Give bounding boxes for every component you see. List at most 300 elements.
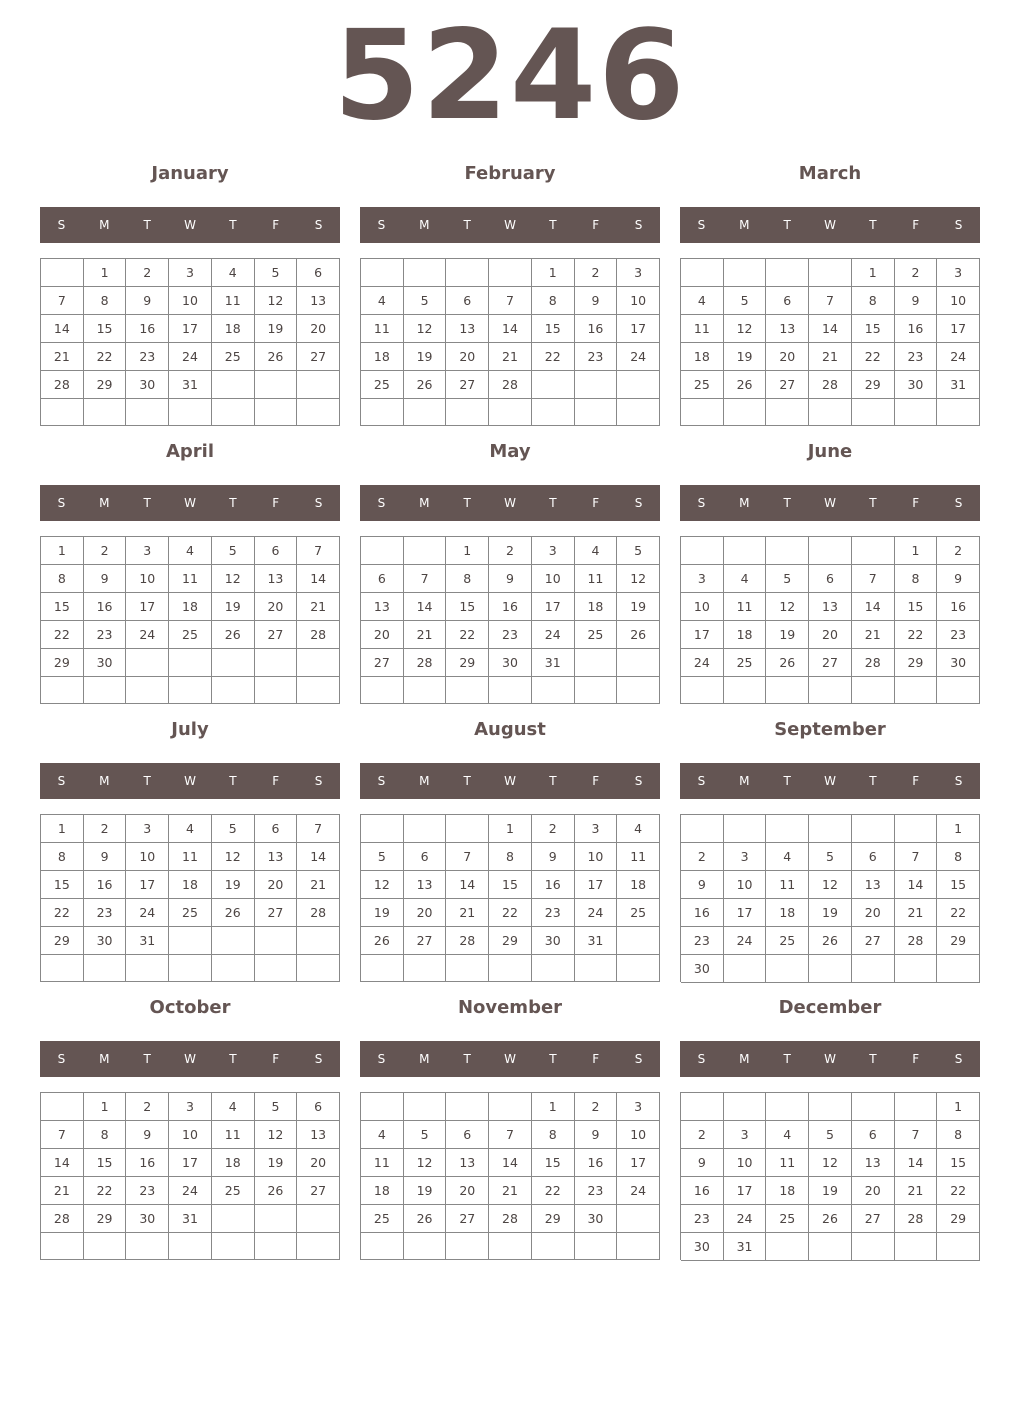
day-cell[interactable]: 10 (724, 871, 767, 899)
day-cell[interactable]: 8 (84, 287, 127, 315)
day-cell[interactable]: 19 (766, 621, 809, 649)
day-cell[interactable]: 18 (766, 1177, 809, 1205)
day-cell[interactable]: 5 (617, 537, 660, 565)
day-cell[interactable]: 1 (532, 1093, 575, 1121)
day-cell[interactable]: 14 (297, 843, 340, 871)
day-cell[interactable]: 21 (895, 899, 938, 927)
day-cell[interactable]: 5 (361, 843, 404, 871)
day-cell[interactable]: 22 (937, 899, 980, 927)
day-cell[interactable]: 1 (41, 815, 84, 843)
day-cell[interactable]: 24 (126, 621, 169, 649)
day-cell[interactable]: 22 (84, 343, 127, 371)
day-cell[interactable]: 19 (809, 899, 852, 927)
day-cell[interactable]: 1 (489, 815, 532, 843)
day-cell[interactable]: 8 (532, 287, 575, 315)
day-cell[interactable]: 5 (212, 815, 255, 843)
day-cell[interactable]: 7 (895, 1121, 938, 1149)
day-cell[interactable]: 1 (84, 1093, 127, 1121)
day-cell[interactable]: 1 (41, 537, 84, 565)
day-cell[interactable]: 10 (169, 1121, 212, 1149)
day-cell[interactable]: 14 (404, 593, 447, 621)
day-cell[interactable]: 27 (404, 927, 447, 955)
day-cell[interactable]: 7 (895, 843, 938, 871)
day-cell[interactable]: 8 (852, 287, 895, 315)
day-cell[interactable]: 17 (617, 315, 660, 343)
day-cell[interactable]: 22 (489, 899, 532, 927)
day-cell[interactable]: 15 (937, 871, 980, 899)
day-cell[interactable]: 9 (489, 565, 532, 593)
day-cell[interactable]: 16 (126, 315, 169, 343)
day-cell[interactable]: 11 (617, 843, 660, 871)
day-cell[interactable]: 31 (724, 1233, 767, 1261)
day-cell[interactable]: 4 (681, 287, 724, 315)
day-cell[interactable]: 20 (809, 621, 852, 649)
day-cell[interactable]: 20 (255, 871, 298, 899)
day-cell[interactable]: 10 (617, 1121, 660, 1149)
day-cell[interactable]: 19 (404, 1177, 447, 1205)
day-cell[interactable]: 25 (361, 1205, 404, 1233)
day-cell[interactable]: 27 (255, 899, 298, 927)
day-cell[interactable]: 15 (937, 1149, 980, 1177)
day-cell[interactable]: 25 (169, 621, 212, 649)
day-cell[interactable]: 28 (809, 371, 852, 399)
day-cell[interactable]: 13 (446, 1149, 489, 1177)
day-cell[interactable]: 2 (937, 537, 980, 565)
day-cell[interactable]: 25 (681, 371, 724, 399)
day-cell[interactable]: 21 (489, 343, 532, 371)
day-cell[interactable]: 5 (404, 1121, 447, 1149)
day-cell[interactable]: 24 (724, 1205, 767, 1233)
day-cell[interactable]: 3 (126, 537, 169, 565)
day-cell[interactable]: 2 (895, 259, 938, 287)
day-cell[interactable]: 16 (895, 315, 938, 343)
day-cell[interactable]: 24 (532, 621, 575, 649)
day-cell[interactable]: 27 (297, 1177, 340, 1205)
day-cell[interactable]: 11 (212, 1121, 255, 1149)
day-cell[interactable]: 23 (937, 621, 980, 649)
day-cell[interactable]: 22 (937, 1177, 980, 1205)
day-cell[interactable]: 18 (212, 1149, 255, 1177)
day-cell[interactable]: 17 (575, 871, 618, 899)
day-cell[interactable]: 23 (489, 621, 532, 649)
day-cell[interactable]: 1 (852, 259, 895, 287)
day-cell[interactable]: 17 (937, 315, 980, 343)
day-cell[interactable]: 21 (852, 621, 895, 649)
day-cell[interactable]: 7 (809, 287, 852, 315)
day-cell[interactable]: 20 (361, 621, 404, 649)
day-cell[interactable]: 28 (489, 1205, 532, 1233)
day-cell[interactable]: 11 (575, 565, 618, 593)
day-cell[interactable]: 9 (681, 1149, 724, 1177)
day-cell[interactable]: 24 (937, 343, 980, 371)
day-cell[interactable]: 12 (255, 287, 298, 315)
day-cell[interactable]: 29 (446, 649, 489, 677)
day-cell[interactable]: 29 (937, 1205, 980, 1233)
day-cell[interactable]: 2 (681, 1121, 724, 1149)
day-cell[interactable]: 30 (126, 371, 169, 399)
day-cell[interactable]: 26 (766, 649, 809, 677)
day-cell[interactable]: 30 (532, 927, 575, 955)
day-cell[interactable]: 23 (84, 621, 127, 649)
day-cell[interactable]: 4 (212, 259, 255, 287)
day-cell[interactable]: 14 (297, 565, 340, 593)
day-cell[interactable]: 24 (169, 1177, 212, 1205)
day-cell[interactable]: 19 (212, 593, 255, 621)
day-cell[interactable]: 16 (575, 1149, 618, 1177)
day-cell[interactable]: 16 (937, 593, 980, 621)
day-cell[interactable]: 7 (489, 287, 532, 315)
day-cell[interactable]: 27 (297, 343, 340, 371)
day-cell[interactable]: 26 (809, 1205, 852, 1233)
day-cell[interactable]: 30 (84, 649, 127, 677)
day-cell[interactable]: 7 (41, 287, 84, 315)
day-cell[interactable]: 9 (681, 871, 724, 899)
day-cell[interactable]: 12 (404, 1149, 447, 1177)
day-cell[interactable]: 30 (126, 1205, 169, 1233)
day-cell[interactable]: 17 (532, 593, 575, 621)
day-cell[interactable]: 28 (895, 927, 938, 955)
day-cell[interactable]: 26 (404, 1205, 447, 1233)
day-cell[interactable]: 28 (895, 1205, 938, 1233)
day-cell[interactable]: 20 (297, 1149, 340, 1177)
day-cell[interactable]: 3 (937, 259, 980, 287)
day-cell[interactable]: 30 (937, 649, 980, 677)
day-cell[interactable]: 6 (255, 815, 298, 843)
day-cell[interactable]: 17 (126, 593, 169, 621)
day-cell[interactable]: 3 (575, 815, 618, 843)
day-cell[interactable]: 26 (361, 927, 404, 955)
day-cell[interactable]: 10 (575, 843, 618, 871)
day-cell[interactable]: 20 (766, 343, 809, 371)
day-cell[interactable]: 24 (681, 649, 724, 677)
day-cell[interactable]: 4 (212, 1093, 255, 1121)
day-cell[interactable]: 20 (297, 315, 340, 343)
day-cell[interactable]: 28 (41, 1205, 84, 1233)
day-cell[interactable]: 4 (724, 565, 767, 593)
day-cell[interactable]: 15 (532, 315, 575, 343)
day-cell[interactable]: 25 (724, 649, 767, 677)
day-cell[interactable]: 4 (169, 815, 212, 843)
day-cell[interactable]: 3 (617, 259, 660, 287)
day-cell[interactable]: 8 (937, 1121, 980, 1149)
day-cell[interactable]: 27 (852, 1205, 895, 1233)
day-cell[interactable]: 11 (766, 871, 809, 899)
day-cell[interactable]: 7 (489, 1121, 532, 1149)
day-cell[interactable]: 5 (724, 287, 767, 315)
day-cell[interactable]: 21 (297, 593, 340, 621)
day-cell[interactable]: 25 (766, 927, 809, 955)
day-cell[interactable]: 27 (809, 649, 852, 677)
day-cell[interactable]: 21 (404, 621, 447, 649)
day-cell[interactable]: 20 (852, 1177, 895, 1205)
day-cell[interactable]: 17 (617, 1149, 660, 1177)
day-cell[interactable]: 31 (126, 927, 169, 955)
day-cell[interactable]: 23 (126, 343, 169, 371)
day-cell[interactable]: 3 (532, 537, 575, 565)
day-cell[interactable]: 23 (895, 343, 938, 371)
day-cell[interactable]: 27 (852, 927, 895, 955)
day-cell[interactable]: 23 (681, 927, 724, 955)
day-cell[interactable]: 26 (255, 1177, 298, 1205)
day-cell[interactable]: 23 (575, 343, 618, 371)
day-cell[interactable]: 4 (766, 843, 809, 871)
day-cell[interactable]: 18 (575, 593, 618, 621)
day-cell[interactable]: 11 (169, 843, 212, 871)
day-cell[interactable]: 27 (361, 649, 404, 677)
day-cell[interactable]: 23 (126, 1177, 169, 1205)
day-cell[interactable]: 2 (126, 259, 169, 287)
day-cell[interactable]: 25 (575, 621, 618, 649)
day-cell[interactable]: 17 (126, 871, 169, 899)
day-cell[interactable]: 23 (575, 1177, 618, 1205)
day-cell[interactable]: 17 (681, 621, 724, 649)
day-cell[interactable]: 19 (809, 1177, 852, 1205)
day-cell[interactable]: 26 (724, 371, 767, 399)
day-cell[interactable]: 15 (446, 593, 489, 621)
day-cell[interactable]: 22 (41, 899, 84, 927)
day-cell[interactable]: 12 (724, 315, 767, 343)
day-cell[interactable]: 29 (895, 649, 938, 677)
day-cell[interactable]: 22 (41, 621, 84, 649)
day-cell[interactable]: 21 (41, 343, 84, 371)
day-cell[interactable]: 2 (84, 537, 127, 565)
day-cell[interactable]: 12 (404, 315, 447, 343)
day-cell[interactable]: 6 (809, 565, 852, 593)
day-cell[interactable]: 16 (126, 1149, 169, 1177)
day-cell[interactable]: 4 (361, 287, 404, 315)
day-cell[interactable]: 24 (724, 927, 767, 955)
day-cell[interactable]: 24 (169, 343, 212, 371)
day-cell[interactable]: 5 (255, 259, 298, 287)
day-cell[interactable]: 21 (895, 1177, 938, 1205)
day-cell[interactable]: 15 (895, 593, 938, 621)
day-cell[interactable]: 12 (212, 843, 255, 871)
day-cell[interactable]: 2 (84, 815, 127, 843)
day-cell[interactable]: 18 (169, 871, 212, 899)
day-cell[interactable]: 15 (84, 315, 127, 343)
day-cell[interactable]: 24 (617, 343, 660, 371)
day-cell[interactable]: 27 (446, 1205, 489, 1233)
day-cell[interactable]: 11 (766, 1149, 809, 1177)
day-cell[interactable]: 19 (212, 871, 255, 899)
day-cell[interactable]: 14 (41, 1149, 84, 1177)
day-cell[interactable]: 19 (724, 343, 767, 371)
day-cell[interactable]: 26 (212, 899, 255, 927)
day-cell[interactable]: 26 (404, 371, 447, 399)
day-cell[interactable]: 31 (937, 371, 980, 399)
day-cell[interactable]: 9 (575, 287, 618, 315)
day-cell[interactable]: 6 (852, 843, 895, 871)
day-cell[interactable]: 13 (404, 871, 447, 899)
day-cell[interactable]: 24 (617, 1177, 660, 1205)
day-cell[interactable]: 13 (809, 593, 852, 621)
day-cell[interactable]: 9 (532, 843, 575, 871)
day-cell[interactable]: 29 (532, 1205, 575, 1233)
day-cell[interactable]: 1 (446, 537, 489, 565)
day-cell[interactable]: 5 (809, 843, 852, 871)
day-cell[interactable]: 10 (937, 287, 980, 315)
day-cell[interactable]: 18 (212, 315, 255, 343)
day-cell[interactable]: 25 (212, 343, 255, 371)
day-cell[interactable]: 6 (297, 1093, 340, 1121)
day-cell[interactable]: 28 (404, 649, 447, 677)
day-cell[interactable]: 22 (532, 343, 575, 371)
day-cell[interactable]: 15 (41, 871, 84, 899)
day-cell[interactable]: 10 (681, 593, 724, 621)
day-cell[interactable]: 3 (169, 259, 212, 287)
day-cell[interactable]: 29 (41, 927, 84, 955)
day-cell[interactable]: 7 (446, 843, 489, 871)
day-cell[interactable]: 29 (489, 927, 532, 955)
day-cell[interactable]: 9 (84, 843, 127, 871)
day-cell[interactable]: 12 (255, 1121, 298, 1149)
day-cell[interactable]: 26 (212, 621, 255, 649)
day-cell[interactable]: 6 (255, 537, 298, 565)
day-cell[interactable]: 29 (84, 1205, 127, 1233)
day-cell[interactable]: 3 (724, 1121, 767, 1149)
day-cell[interactable]: 15 (532, 1149, 575, 1177)
day-cell[interactable]: 10 (532, 565, 575, 593)
day-cell[interactable]: 29 (937, 927, 980, 955)
day-cell[interactable]: 18 (681, 343, 724, 371)
day-cell[interactable]: 22 (895, 621, 938, 649)
day-cell[interactable]: 5 (212, 537, 255, 565)
day-cell[interactable]: 19 (404, 343, 447, 371)
day-cell[interactable]: 3 (724, 843, 767, 871)
day-cell[interactable]: 26 (617, 621, 660, 649)
day-cell[interactable]: 10 (126, 565, 169, 593)
day-cell[interactable]: 19 (361, 899, 404, 927)
day-cell[interactable]: 25 (617, 899, 660, 927)
day-cell[interactable]: 7 (404, 565, 447, 593)
day-cell[interactable]: 13 (852, 1149, 895, 1177)
day-cell[interactable]: 28 (446, 927, 489, 955)
day-cell[interactable]: 7 (297, 815, 340, 843)
day-cell[interactable]: 31 (532, 649, 575, 677)
day-cell[interactable]: 5 (404, 287, 447, 315)
day-cell[interactable]: 27 (446, 371, 489, 399)
day-cell[interactable]: 28 (852, 649, 895, 677)
day-cell[interactable]: 24 (575, 899, 618, 927)
day-cell[interactable]: 10 (126, 843, 169, 871)
day-cell[interactable]: 23 (84, 899, 127, 927)
day-cell[interactable]: 6 (766, 287, 809, 315)
day-cell[interactable]: 11 (212, 287, 255, 315)
day-cell[interactable]: 23 (681, 1205, 724, 1233)
day-cell[interactable]: 13 (255, 565, 298, 593)
day-cell[interactable]: 3 (126, 815, 169, 843)
day-cell[interactable]: 19 (255, 315, 298, 343)
day-cell[interactable]: 6 (852, 1121, 895, 1149)
day-cell[interactable]: 14 (489, 1149, 532, 1177)
day-cell[interactable]: 9 (126, 287, 169, 315)
day-cell[interactable]: 14 (852, 593, 895, 621)
day-cell[interactable]: 14 (895, 871, 938, 899)
day-cell[interactable]: 28 (41, 371, 84, 399)
day-cell[interactable]: 28 (489, 371, 532, 399)
day-cell[interactable]: 30 (489, 649, 532, 677)
day-cell[interactable]: 15 (41, 593, 84, 621)
day-cell[interactable]: 29 (852, 371, 895, 399)
day-cell[interactable]: 22 (852, 343, 895, 371)
day-cell[interactable]: 24 (126, 899, 169, 927)
day-cell[interactable]: 11 (169, 565, 212, 593)
day-cell[interactable]: 2 (575, 259, 618, 287)
day-cell[interactable]: 9 (575, 1121, 618, 1149)
day-cell[interactable]: 11 (681, 315, 724, 343)
day-cell[interactable]: 3 (617, 1093, 660, 1121)
day-cell[interactable]: 17 (724, 1177, 767, 1205)
day-cell[interactable]: 20 (255, 593, 298, 621)
day-cell[interactable]: 27 (255, 621, 298, 649)
day-cell[interactable]: 5 (809, 1121, 852, 1149)
day-cell[interactable]: 16 (489, 593, 532, 621)
day-cell[interactable]: 15 (489, 871, 532, 899)
day-cell[interactable]: 1 (937, 815, 980, 843)
day-cell[interactable]: 17 (724, 899, 767, 927)
day-cell[interactable]: 1 (895, 537, 938, 565)
day-cell[interactable]: 29 (41, 649, 84, 677)
day-cell[interactable]: 1 (532, 259, 575, 287)
day-cell[interactable]: 18 (169, 593, 212, 621)
day-cell[interactable]: 26 (255, 343, 298, 371)
day-cell[interactable]: 21 (809, 343, 852, 371)
day-cell[interactable]: 6 (446, 1121, 489, 1149)
day-cell[interactable]: 10 (169, 287, 212, 315)
day-cell[interactable]: 8 (489, 843, 532, 871)
day-cell[interactable]: 13 (361, 593, 404, 621)
day-cell[interactable]: 13 (255, 843, 298, 871)
day-cell[interactable]: 4 (575, 537, 618, 565)
day-cell[interactable]: 16 (84, 871, 127, 899)
day-cell[interactable]: 7 (41, 1121, 84, 1149)
day-cell[interactable]: 30 (895, 371, 938, 399)
day-cell[interactable]: 16 (575, 315, 618, 343)
day-cell[interactable]: 25 (212, 1177, 255, 1205)
day-cell[interactable]: 25 (766, 1205, 809, 1233)
day-cell[interactable]: 8 (532, 1121, 575, 1149)
day-cell[interactable]: 14 (41, 315, 84, 343)
day-cell[interactable]: 12 (361, 871, 404, 899)
day-cell[interactable]: 13 (297, 1121, 340, 1149)
day-cell[interactable]: 3 (681, 565, 724, 593)
day-cell[interactable]: 20 (404, 899, 447, 927)
day-cell[interactable]: 6 (361, 565, 404, 593)
day-cell[interactable]: 9 (937, 565, 980, 593)
day-cell[interactable]: 23 (532, 899, 575, 927)
day-cell[interactable]: 20 (852, 899, 895, 927)
day-cell[interactable]: 7 (297, 537, 340, 565)
day-cell[interactable]: 12 (766, 593, 809, 621)
day-cell[interactable]: 14 (489, 315, 532, 343)
day-cell[interactable]: 21 (489, 1177, 532, 1205)
day-cell[interactable]: 2 (532, 815, 575, 843)
day-cell[interactable]: 13 (297, 287, 340, 315)
day-cell[interactable]: 14 (446, 871, 489, 899)
day-cell[interactable]: 25 (169, 899, 212, 927)
day-cell[interactable]: 22 (446, 621, 489, 649)
day-cell[interactable]: 13 (852, 871, 895, 899)
day-cell[interactable]: 4 (766, 1121, 809, 1149)
day-cell[interactable]: 21 (41, 1177, 84, 1205)
day-cell[interactable]: 7 (852, 565, 895, 593)
day-cell[interactable]: 17 (169, 1149, 212, 1177)
day-cell[interactable]: 22 (84, 1177, 127, 1205)
day-cell[interactable]: 30 (681, 1233, 724, 1261)
day-cell[interactable]: 12 (212, 565, 255, 593)
day-cell[interactable]: 8 (84, 1121, 127, 1149)
day-cell[interactable]: 12 (809, 871, 852, 899)
